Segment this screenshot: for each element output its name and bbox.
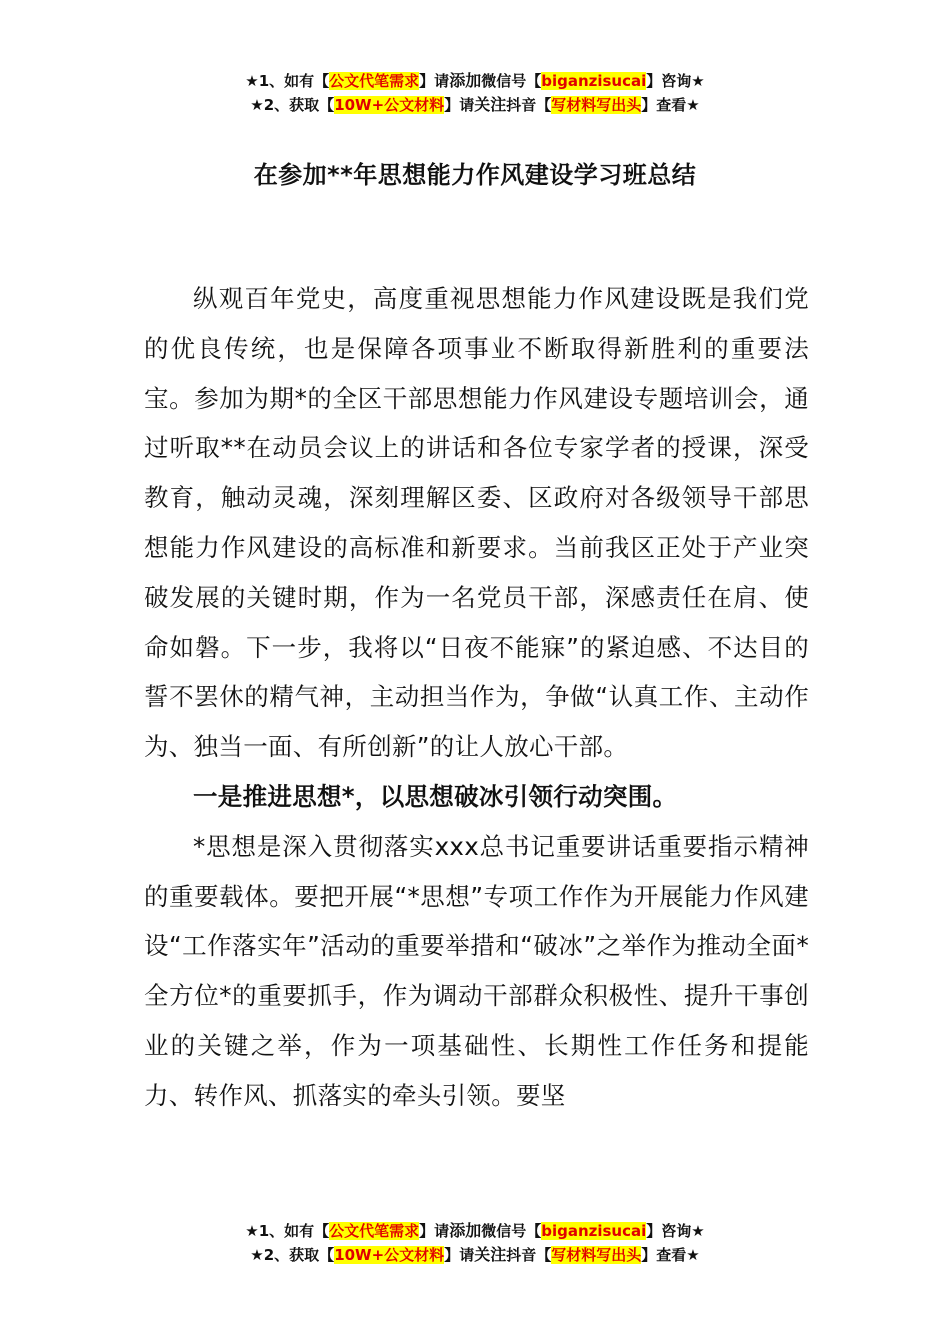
document-body	[144, 274, 809, 1121]
highlight-douyin-account: 写材料写出头	[551, 96, 642, 114]
banner-line-2	[0, 93, 950, 117]
emphasis-follow: 关注	[474, 95, 507, 114]
footer-line-2-mid: 】请	[444, 1246, 475, 1264]
banner-line-2-mid: 】请	[444, 96, 475, 114]
highlight-service: 公文代笔需求	[329, 72, 420, 90]
paragraph-section-1: *思想是深入贯彻落实xxx总书记重要讲话重要指示精神的重要载体。要把开展“*思想”专项工作作为开展能力作风建设“工作落实年”活动的重要举措和“破冰”之举作为推动全面*全方位*的重要抓手，作为调动干部群众积极性、提升干事创业的关键之举，作为一项基础性、长期性工作任务和提能力、转作风、抓落实的牵头引领。要坚	[144, 831, 809, 1110]
footer-highlight-wechat-id: biganzisucai	[541, 1222, 647, 1240]
footer-line-1	[0, 1219, 950, 1243]
banner-line-2-suffix: 】查看★	[641, 96, 700, 114]
document-title: 在参加**年思想能力作风建设学习班总结	[253, 161, 697, 189]
footer-line-2-prefix: ★2、获取【	[250, 1246, 335, 1264]
footer-line-1-prefix: ★1、如有【	[245, 1222, 330, 1240]
footer-highlight-materials: 10W+公文材料	[334, 1246, 445, 1264]
footer-banner	[0, 1219, 950, 1267]
banner-line-1	[0, 69, 950, 93]
banner-line-1-suffix: 】咨询★	[646, 72, 705, 90]
footer-line-2-suffix: 】查看★	[641, 1246, 700, 1264]
highlight-wechat-id: biganzisucai	[541, 72, 647, 90]
banner-line-2-prefix: ★2、获取【	[250, 96, 335, 114]
paragraph-intro: 纵观百年党史，高度重视思想能力作风建设既是我们党的优良传统，也是保障各项事业不断取得新胜利的重要法宝。参加为期*的全区干部思想能力作风建设专题培训会，通过听取**在动员会议上的讲话和各位专家学者的授课，深受教育，触动灵魂，深刻理解区委、区政府对各级领导干部思想能力作风建设的高标准和新要求。当前我区正处于产业突破发展的关键时期，作为一名党员干部，深感责任在肩、使命如磐。下一步，我将以“日夜不能寐”的紧迫感、不达目的誓不罢休的精气神，主动担当作为，争做“认真工作、主动作为、独当一面、有所创新”的让人放心干部。	[144, 284, 809, 762]
footer-line-2-mid2: 抖音【	[506, 1246, 552, 1264]
footer-line-2	[0, 1243, 950, 1267]
footer-highlight-service: 公文代笔需求	[329, 1222, 420, 1240]
banner-line-1-prefix: ★1、如有【	[245, 72, 330, 90]
footer-highlight-douyin-account: 写材料写出头	[551, 1246, 642, 1264]
banner-line-1-mid2: 微信号【	[481, 72, 542, 90]
footer-emphasis-add: 添加	[449, 1221, 482, 1240]
footer-line-1-mid: 】请	[419, 1222, 450, 1240]
footer-line-1-mid2: 微信号【	[481, 1222, 542, 1240]
banner-line-1-mid: 】请	[419, 72, 450, 90]
section-heading-1: 一是推进思想*，以思想破冰引领行动突围。	[193, 781, 678, 811]
emphasis-add: 添加	[449, 71, 482, 90]
highlight-materials: 10W+公文材料	[334, 96, 445, 114]
footer-line-1-suffix: 】咨询★	[646, 1222, 705, 1240]
footer-emphasis-follow: 关注	[474, 1245, 507, 1264]
header-banner	[0, 69, 950, 117]
banner-line-2-mid2: 抖音【	[506, 96, 552, 114]
